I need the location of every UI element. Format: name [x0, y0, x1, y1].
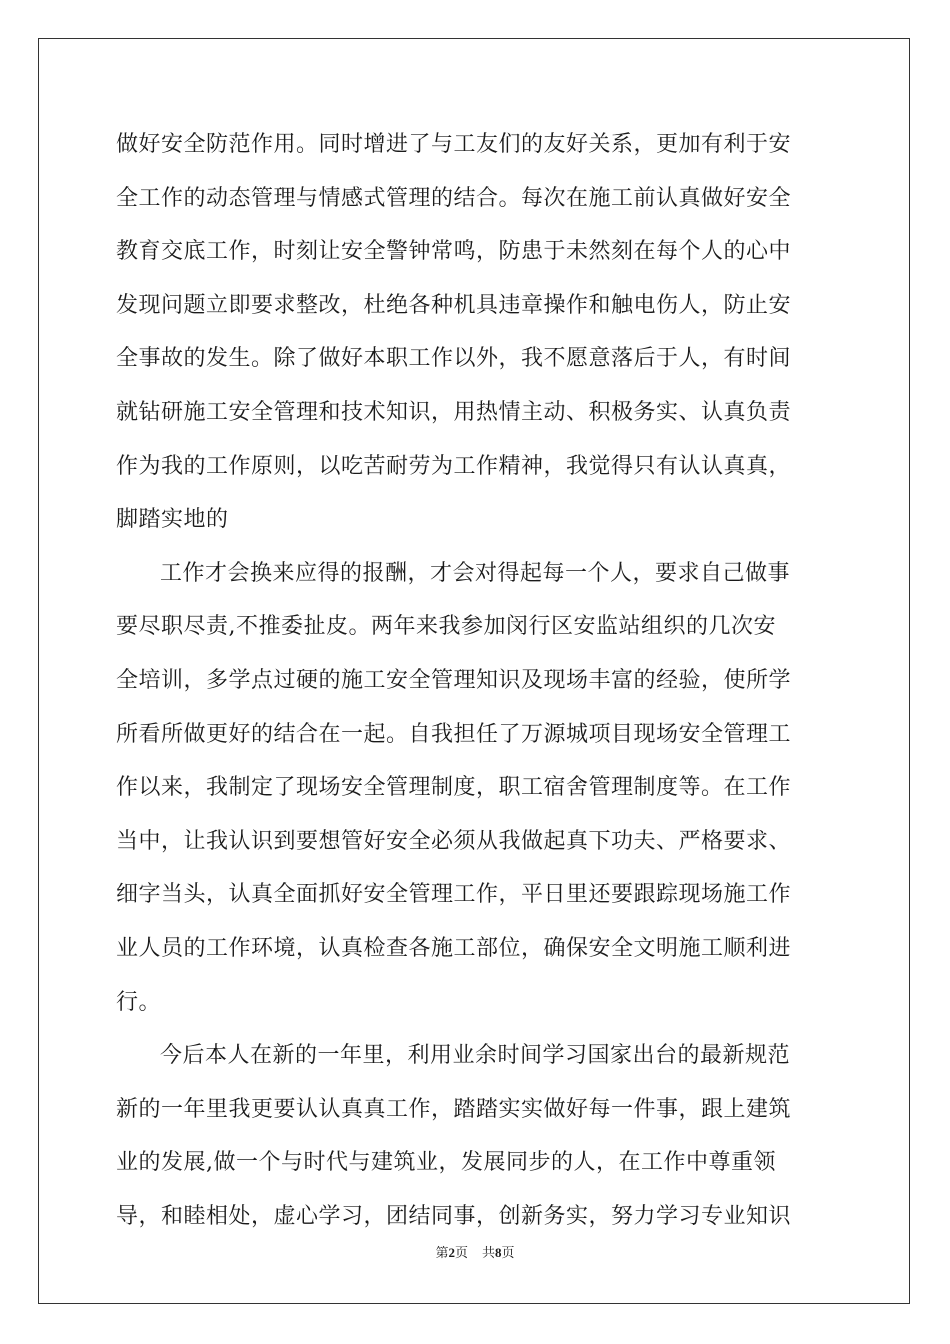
page-prefix: 第 — [435, 1246, 449, 1261]
page-footer — [0, 1243, 950, 1264]
total-prefix: 共 — [482, 1246, 496, 1261]
text-line: 要尽职尽责,不推委扯皮。两年来我参加闵行区安监站组织的几次安 — [116, 614, 776, 640]
text-line: 所看所做更好的结合在一起。自我担任了万源城项目现场安全管理工 — [116, 721, 792, 747]
text-line: 脚踏实地的 — [116, 507, 229, 533]
text-line: 当中，让我认识到要想管好安全必须从我做起真下功夫、严格要求、 — [116, 828, 792, 854]
text-line: 作为我的工作原则，以吃苦耐劳为工作精神，我觉得只有认认真真， — [116, 453, 792, 479]
text-line: 全工作的动态管理与情感式管理的结合。每次在施工前认真做好安全 — [116, 185, 792, 211]
paragraph-first-line: 工作才会换来应得的报酬，才会对得起每一个人，要求自己做事 — [160, 560, 791, 586]
text-line: 全事故的发生。除了做好本职工作以外，我不愿意落后于人，有时间 — [116, 346, 792, 372]
text-line: 作以来，我制定了现场安全管理制度，职工宿舍管理制度等。在工作 — [116, 775, 792, 801]
text-line: 全培训，多学点过硬的施工安全管理知识及现场丰富的经验，使所学 — [116, 667, 792, 693]
paragraph-first-line: 今后本人在新的一年里，利用业余时间学习国家出台的最新规范 — [160, 1043, 791, 1069]
text-line: 就钻研施工安全管理和技术知识，用热情主动、积极务实、认真负责 — [116, 399, 792, 425]
text-line: 细字当头，认真全面抓好安全管理工作，平日里还要跟踪现场施工作 — [116, 882, 792, 908]
text-line: 教育交底工作，时刻让安全警钟常鸣，防患于未然刻在每个人的心中 — [116, 239, 792, 265]
total-suffix: 页 — [501, 1246, 515, 1261]
text-line: 导，和睦相处，虚心学习，团结同事，创新务实，努力学习专业知识 — [116, 1203, 792, 1229]
text-line: 做好安全防范作用。同时增进了与工友们的友好关系，更加有利于安 — [116, 132, 792, 157]
document-body — [116, 118, 836, 1243]
text-line: 发现问题立即要求整改，杜绝各种机具违章操作和触电伤人，防止安 — [116, 292, 792, 318]
page-number: 2 — [448, 1245, 455, 1260]
text-line: 业人员的工作环境，认真检查各施工部位，确保安全文明施工顺利进 — [116, 935, 792, 961]
text-line: 新的一年里我更要认认真真工作，踏踏实实做好每一件事，跟上建筑 — [116, 1096, 792, 1122]
page-suffix: 页 — [454, 1246, 468, 1261]
text-line: 行。 — [116, 989, 162, 1015]
text-line: 业的发展,做一个与时代与建筑业，发展同步的人，在工作中尊重领 — [116, 1150, 776, 1176]
total-pages: 8 — [495, 1245, 502, 1260]
